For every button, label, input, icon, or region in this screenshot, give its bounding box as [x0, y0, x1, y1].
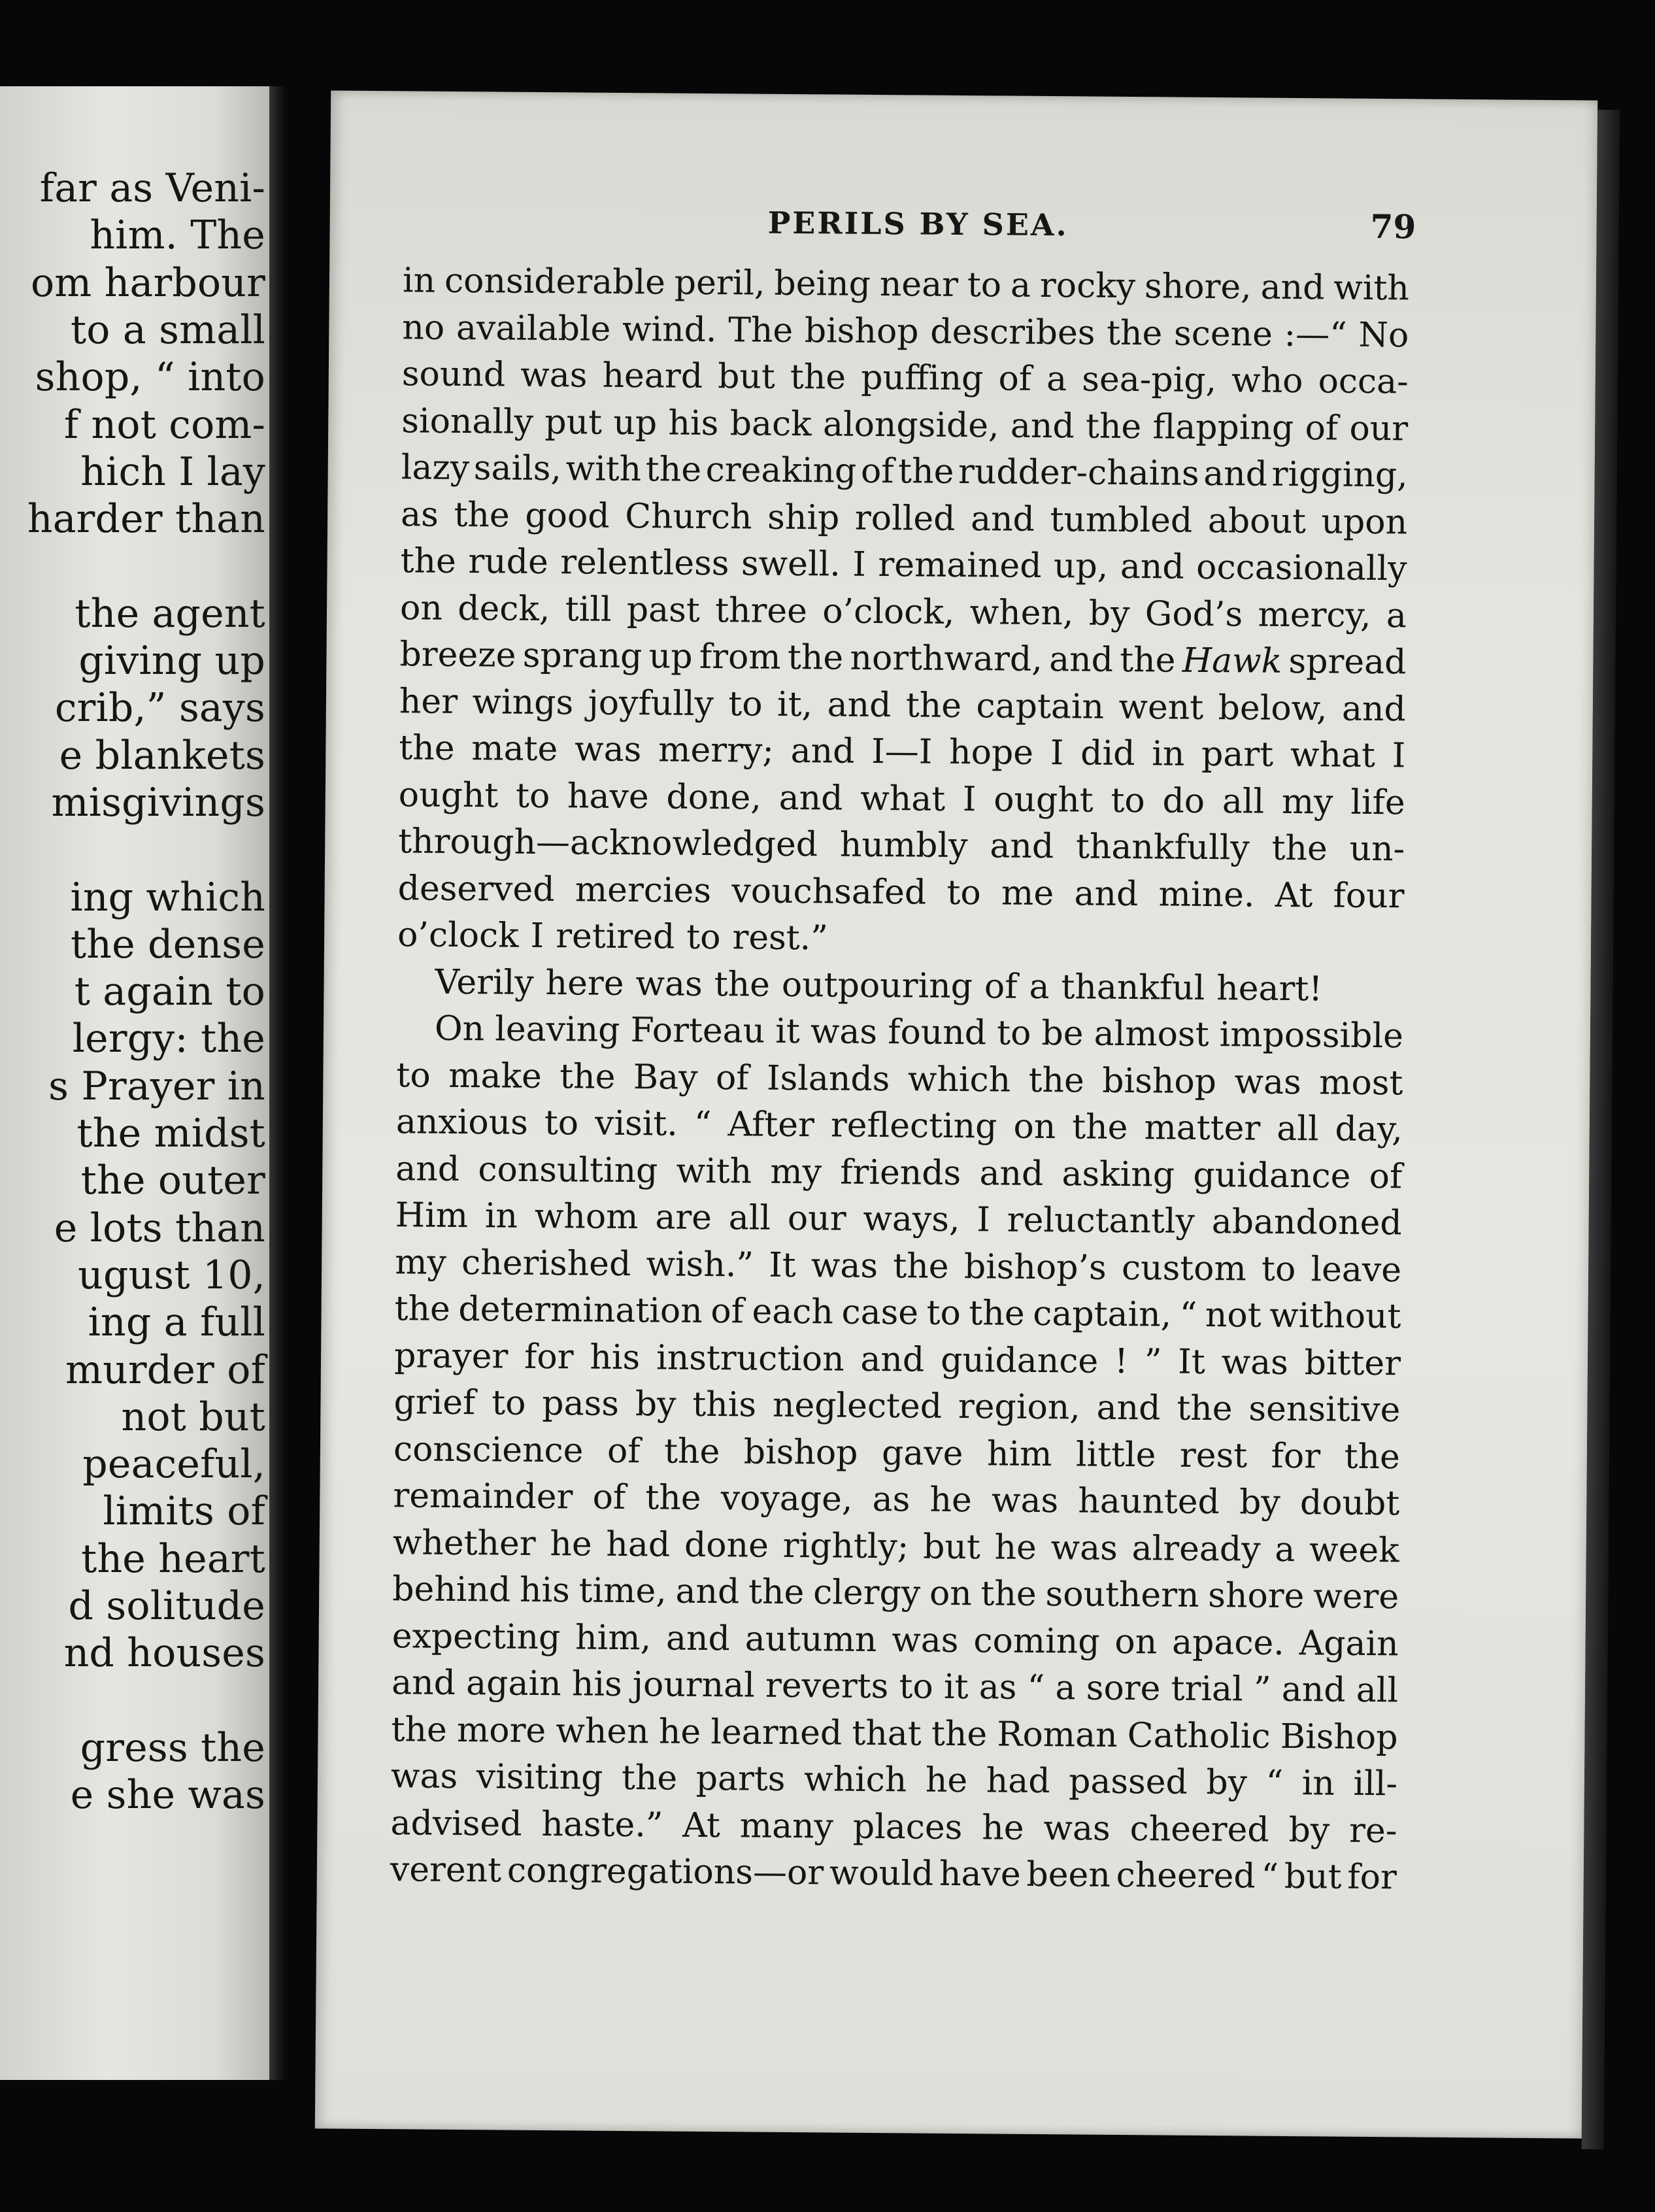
text-line: advised haste.” At many places he was cheered by re- — [390, 1803, 1397, 1851]
text-line: in considerable peril, being near to a rocky shore, and with — [402, 261, 1410, 309]
text-line: the determination of each case to the captain, “ not without — [394, 1289, 1401, 1337]
facing-page-line: peaceful, — [82, 1441, 265, 1488]
page-number: 79 — [1370, 207, 1416, 246]
text-line: remainder of the voyage, as he was haunted by doubt — [393, 1476, 1400, 1524]
facing-page-line: om harbour — [30, 260, 265, 306]
facing-page-line: shop, “ into — [35, 354, 265, 401]
facing-page-line: f not com- — [63, 401, 265, 448]
text-line: sound was heard but the puffing of a sea-pig, who occa- — [401, 354, 1409, 402]
running-head — [329, 196, 1597, 258]
book-gutter — [269, 86, 293, 2080]
facing-page-line: far as Veni- — [39, 165, 265, 211]
facing-page-line: to a small — [71, 307, 265, 353]
facing-page-line: e she was — [70, 1772, 265, 1818]
facing-page-line: e blankets — [59, 732, 265, 779]
body-text — [390, 258, 1410, 1902]
facing-page-line: the dense — [71, 921, 265, 967]
text-line: Verily here was the outpouring of a thankful heart! — [435, 962, 1323, 1009]
text-line: was visiting the parts which he had passed by “ in ill- — [390, 1756, 1398, 1804]
facing-page-line: the agent — [75, 590, 265, 637]
facing-page-line: e lots than — [54, 1205, 265, 1251]
facing-page-line: lergy: the — [72, 1016, 265, 1062]
facing-page-line: ugust 10, — [78, 1252, 265, 1298]
facing-page-line: not but — [121, 1394, 265, 1440]
page-79 — [315, 90, 1597, 2138]
text-line: as the good Church ship rolled and tumbled about upon — [400, 494, 1408, 542]
text-line: sionally put up his back alongside, and the flapping of our — [401, 401, 1409, 448]
facing-page-line: him. The — [90, 212, 265, 259]
text-line: on deck, till past three o’clock, when, by God’s mercy, a — [399, 588, 1407, 635]
text-line: and again his journal reverts to it as “ a sore trial ” and all — [391, 1663, 1399, 1711]
text-line: o’clock I retired to rest.” — [397, 915, 829, 958]
facing-page-line: limits of — [103, 1488, 265, 1535]
text-line: through—acknowledged humbly and thankfully the un- — [398, 822, 1405, 869]
text-line: no available wind. The bishop describes the scene :—“ No — [402, 307, 1409, 355]
text-line: anxious to visit. “ After reflecting on the matter all day, — [395, 1102, 1403, 1150]
facing-page-line: gress the — [80, 1724, 265, 1771]
running-title: PERILS BY SEA. — [767, 205, 1069, 243]
facing-page-line: murder of — [65, 1347, 265, 1393]
facing-page-line: s Prayer in — [48, 1063, 265, 1109]
text-line: conscience of the bishop gave him little rest for the — [393, 1429, 1401, 1477]
text-line: behind his time, and the clergy on the southern shore were — [392, 1569, 1399, 1617]
text-line: breeze sprang up from the northward, and the Hawk spread — [399, 635, 1407, 682]
facing-page-line: ing a full — [88, 1299, 265, 1346]
facing-page-line: the outer — [80, 1158, 265, 1204]
facing-page-line: the midst — [76, 1111, 265, 1156]
facing-page-line: harder than — [27, 496, 265, 543]
facing-page-line: giving up — [78, 638, 265, 684]
text-line: grief to pass by this neglected region, and the sensitive — [393, 1382, 1401, 1430]
text-line: the mate was merry; and I—I hope I did in part what I — [399, 728, 1406, 776]
facing-page-line: the heart — [81, 1535, 265, 1582]
facing-page-line: t again to — [74, 969, 265, 1015]
facing-page-line: hich I lay — [80, 448, 265, 495]
text-line: lazy sails, with the creaking of the rudder-chains and rigging, — [401, 448, 1408, 495]
text-line: the more when he learned that the Roman Catholic Bishop — [391, 1709, 1398, 1757]
text-line: verent congregations—or would have been cheered “ but for — [390, 1850, 1397, 1898]
text-line: On leaving Forteau it was found to be almost impossible — [434, 1009, 1404, 1056]
text-line: Him in whom are all our ways, I reluctantly abandoned — [395, 1196, 1402, 1243]
text-line: prayer for his instruction and guidance ! ” It was bitter — [393, 1335, 1401, 1383]
text-line: to make the Bay of Islands which the bishop was most — [396, 1055, 1403, 1103]
text-line: whether he had done rightly; but he was already a week — [392, 1522, 1399, 1570]
text-line: my cherished wish.” It was the bishop’s custom to leave — [394, 1242, 1402, 1290]
facing-page-line: d solitude — [68, 1583, 265, 1629]
text-line: deserved mercies vouchsafed to me and mine. At four — [397, 868, 1405, 916]
text-line: her wings joyfully to it, and the captain went below, and — [399, 681, 1407, 729]
text-line: ought to have done, and what I ought to do all my life — [398, 775, 1405, 822]
facing-page-line: ing which — [70, 874, 265, 920]
facing-page-line: nd houses — [63, 1630, 265, 1677]
facing-page-left — [0, 86, 269, 2080]
text-line: and consulting with my friends and asking guidance of — [395, 1148, 1403, 1196]
facing-page-line: crib,” says — [54, 685, 265, 731]
facing-page-line: misgivings — [51, 779, 265, 826]
text-line: expecting him, and autumn was coming on apace. Again — [392, 1616, 1399, 1664]
text-line: the rude relentless swell. I remained up, and occasionally — [400, 541, 1407, 589]
